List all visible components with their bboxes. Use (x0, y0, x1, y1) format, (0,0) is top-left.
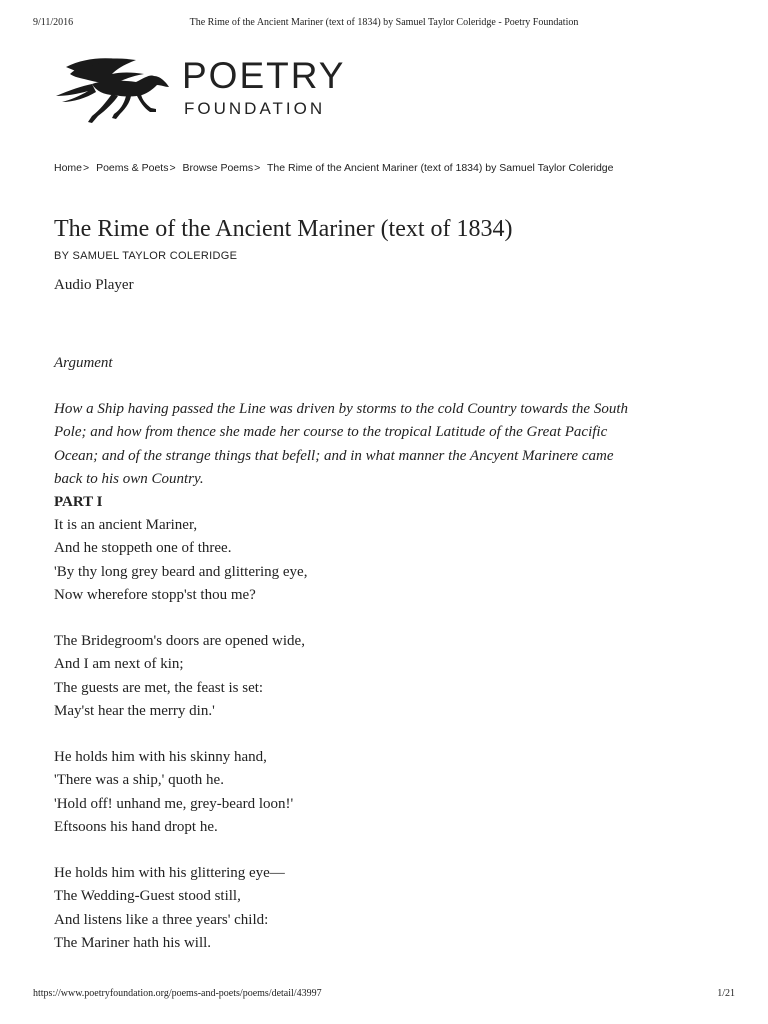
argument-line: back to his own Country. (54, 470, 204, 487)
argument-text (54, 398, 714, 491)
print-page-title: The Rime of the Ancient Mariner (text of 1834) by Samuel Taylor Coleridge - Poetry Foundation (189, 17, 579, 28)
poem-line: It is an ancient Mariner, (54, 517, 198, 534)
part-heading: PART I (54, 494, 103, 511)
pegasus-icon (52, 54, 174, 126)
stanza (54, 862, 714, 955)
stanza (54, 630, 714, 723)
poem-line: 'There was a ship,' quoth he. (54, 772, 224, 789)
poem-line: And I am next of kin; (54, 656, 184, 673)
poem-byline (54, 250, 237, 262)
poetry-foundation-logo[interactable] (52, 52, 362, 127)
poem-line: 'Hold off! unhand me, grey-beard loon!' (54, 795, 294, 812)
poem-line: The Wedding-Guest stood still, (54, 888, 241, 905)
poem-line: Now wherefore stopp'st thou me? (54, 586, 256, 603)
audio-player[interactable]: Audio Player (54, 277, 134, 293)
poem-line: The Bridegroom's doors are opened wide, (54, 633, 305, 650)
byline-prefix: BY (54, 250, 70, 262)
poem-line: 'By thy long grey beard and glittering eye, (54, 563, 308, 580)
breadcrumb-link-browse-poems[interactable]: Browse Poems (182, 162, 254, 174)
breadcrumb-separator: > (254, 162, 261, 174)
breadcrumb (54, 162, 728, 174)
print-header (33, 17, 735, 31)
breadcrumb-current: The Rime of the Ancient Mariner (text of 1834) by Samuel Taylor Coleridge (267, 162, 614, 174)
logo-wordmark-poetry: POETRY (182, 55, 346, 96)
poem-line: And listens like a three years' child: (54, 911, 269, 928)
argument-line: How a Ship having passed the Line was driven by storms to the cold Country towards the South (54, 401, 629, 418)
argument-line: Ocean; and of the strange things that befell; and in what manner the Ancyent Marinere came (54, 447, 614, 464)
stanza (54, 746, 714, 839)
argument-label: Argument (54, 355, 113, 371)
poem-title: The Rime of the Ancient Mariner (text of 1834) (54, 216, 513, 242)
poem-line: He holds him with his glittering eye— (54, 865, 285, 882)
poem-line: Eftsoons his hand dropt he. (54, 818, 218, 835)
poem-body (54, 352, 714, 978)
poem-line: And he stoppeth one of three. (54, 540, 232, 557)
breadcrumb-separator: > (83, 162, 90, 174)
breadcrumb-separator: > (169, 162, 176, 174)
poem-line: The guests are met, the feast is set: (54, 679, 264, 696)
print-date: 9/11/2016 (33, 17, 74, 28)
poem-line: May'st hear the merry din.' (54, 702, 215, 719)
author-link[interactable]: SAMUEL TAYLOR COLERIDGE (72, 250, 238, 262)
stanza (54, 514, 714, 607)
breadcrumb-link-home[interactable]: Home (54, 162, 83, 174)
poem-line: He holds him with his skinny hand, (54, 749, 267, 766)
logo-wordmark-foundation: FOUNDATION (184, 99, 326, 118)
breadcrumb-link-poems-poets[interactable]: Poems & Poets (96, 162, 169, 174)
argument-line: Pole; and how from thence she made her course to the tropical Latitude of the Great Pacific (54, 424, 608, 441)
print-page-number: 1/21 (717, 988, 735, 999)
poem-line: The Mariner hath his will. (54, 934, 212, 951)
print-footer (33, 988, 735, 1002)
print-url: https://www.poetryfoundation.org/poems-and-poets/poems/detail/43997 (33, 988, 322, 999)
